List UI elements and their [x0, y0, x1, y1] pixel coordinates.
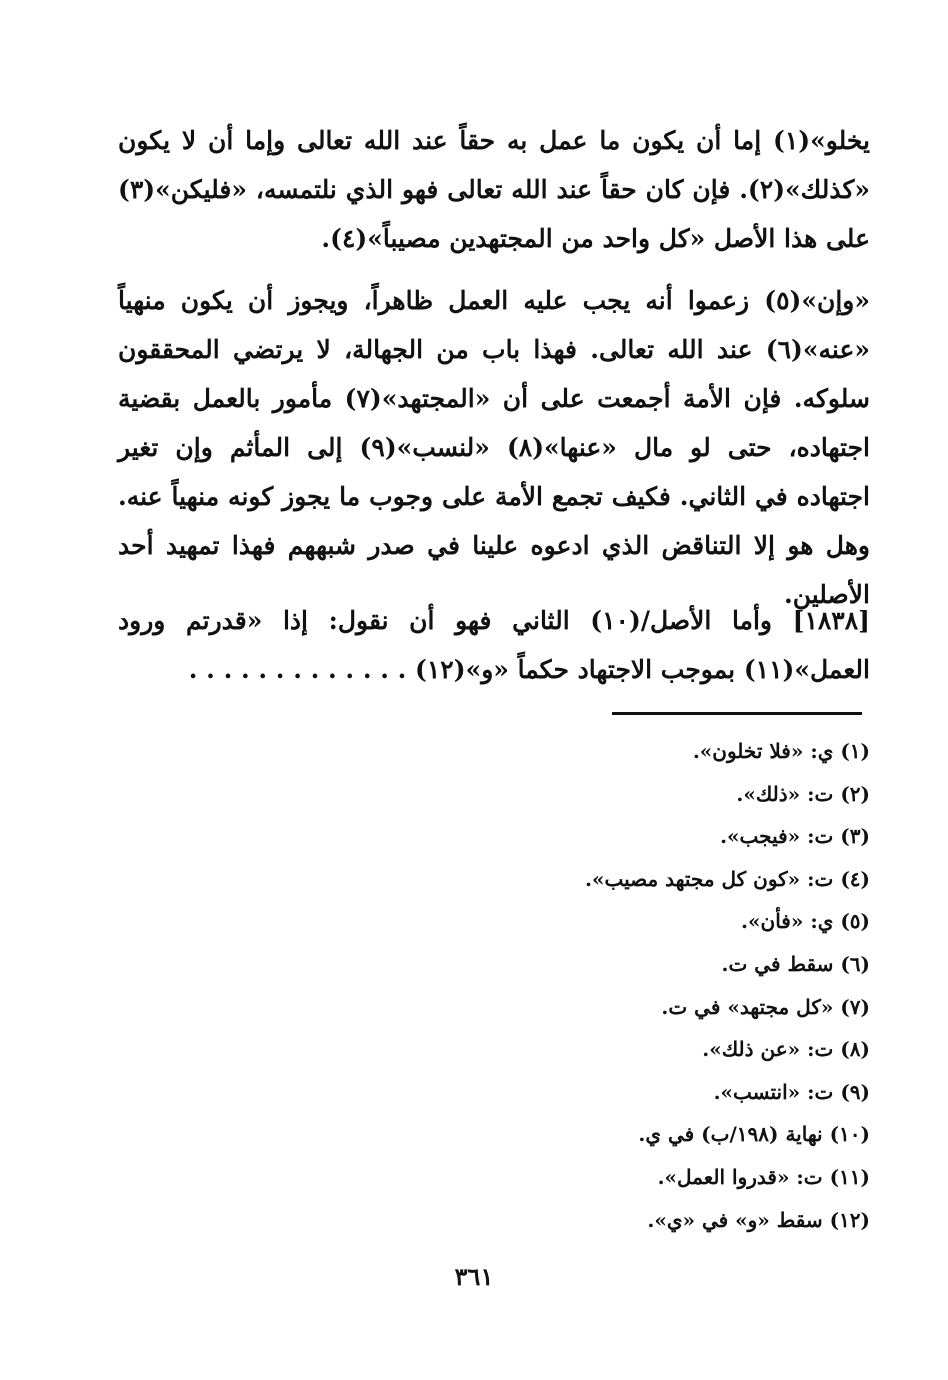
- footnote-item: (٩) ت: «انتسب».: [713, 1079, 870, 1104]
- footnote-item: (٥) ي: «فأن».: [741, 909, 870, 934]
- footnote-item: (٢) ت: «ذلك».: [736, 781, 870, 806]
- paragraph-text: [١٨٣٨] وأما الأصل/(١٠) الثاني فهو أن نقول: إذا «قدرتم ورود العمل»(١١) بموجب الاجتهاد حكماً «و»(١٢) . . . . . . . . . . . . .: [118, 606, 870, 684]
- footnotes-list: [300, 730, 870, 1241]
- footnote-item: (٨) ت: «عن ذلك».: [702, 1037, 870, 1062]
- footnote-item: (١١) ت: «قدروا العمل».: [657, 1164, 870, 1189]
- footnote-item: (٧) «كل مجتهد» في ت.: [661, 994, 870, 1019]
- footnote-item: (٤) ت: «كون كل مجتهد مصيب».: [585, 866, 870, 891]
- body-paragraph-1: [118, 116, 870, 263]
- footnote-separator: [612, 712, 862, 715]
- paragraph-text: يخلو»(١) إما أن يكون ما عمل به حقاً عند الله تعالى وإما أن لا يكون «كذلك»(٢). فإن كان حقاً عند الله تعالى فهو الذي نلتمسه، «فليكن»(٣) على هذا الأصل «كل واحد من المجتهدين مصيباً»(٤).: [118, 126, 870, 253]
- body-paragraph-2: [118, 276, 870, 619]
- footnote-item: (١٢) سقط «و» في «ي».: [647, 1207, 870, 1232]
- paragraph-text: «وإن»(٥) زعموا أنه يجب عليه العمل ظاهراً، ويجوز أن يكون منهياً «عنه»(٦) عند الله تعالى. فهذا باب من الجهالة، لا يرتضي المحققون سلوكه. فإن الأمة أجمعت على أن «المجتهد»(٧) مأمور بالعمل بقضية اجتهاده، حتى لو مال «عنها»(٨) «لنسب»(٩) إلى المأثم وإن تغير اجتهاده في الثاني. فكيف تجمع الأمة على وجوب ما يجوز كونه منهياً عنه. وهل هو إلا التناقض الذي ادعوه علينا في صدر شبههم فهذا تمهيد أحد الأصلين.: [118, 286, 870, 609]
- footnote-item: (١) ي: «فلا تخلون».: [692, 739, 870, 763]
- footnote-item: (٦) سقط في ت.: [721, 951, 870, 976]
- footnote-item: (٣) ت: «فيجب».: [720, 824, 870, 849]
- body-paragraph-3: [118, 596, 870, 694]
- footnote-item: (١٠) نهاية (١٩٨/ب) في ي.: [638, 1122, 870, 1147]
- page-number: ٣٦١: [454, 1262, 494, 1291]
